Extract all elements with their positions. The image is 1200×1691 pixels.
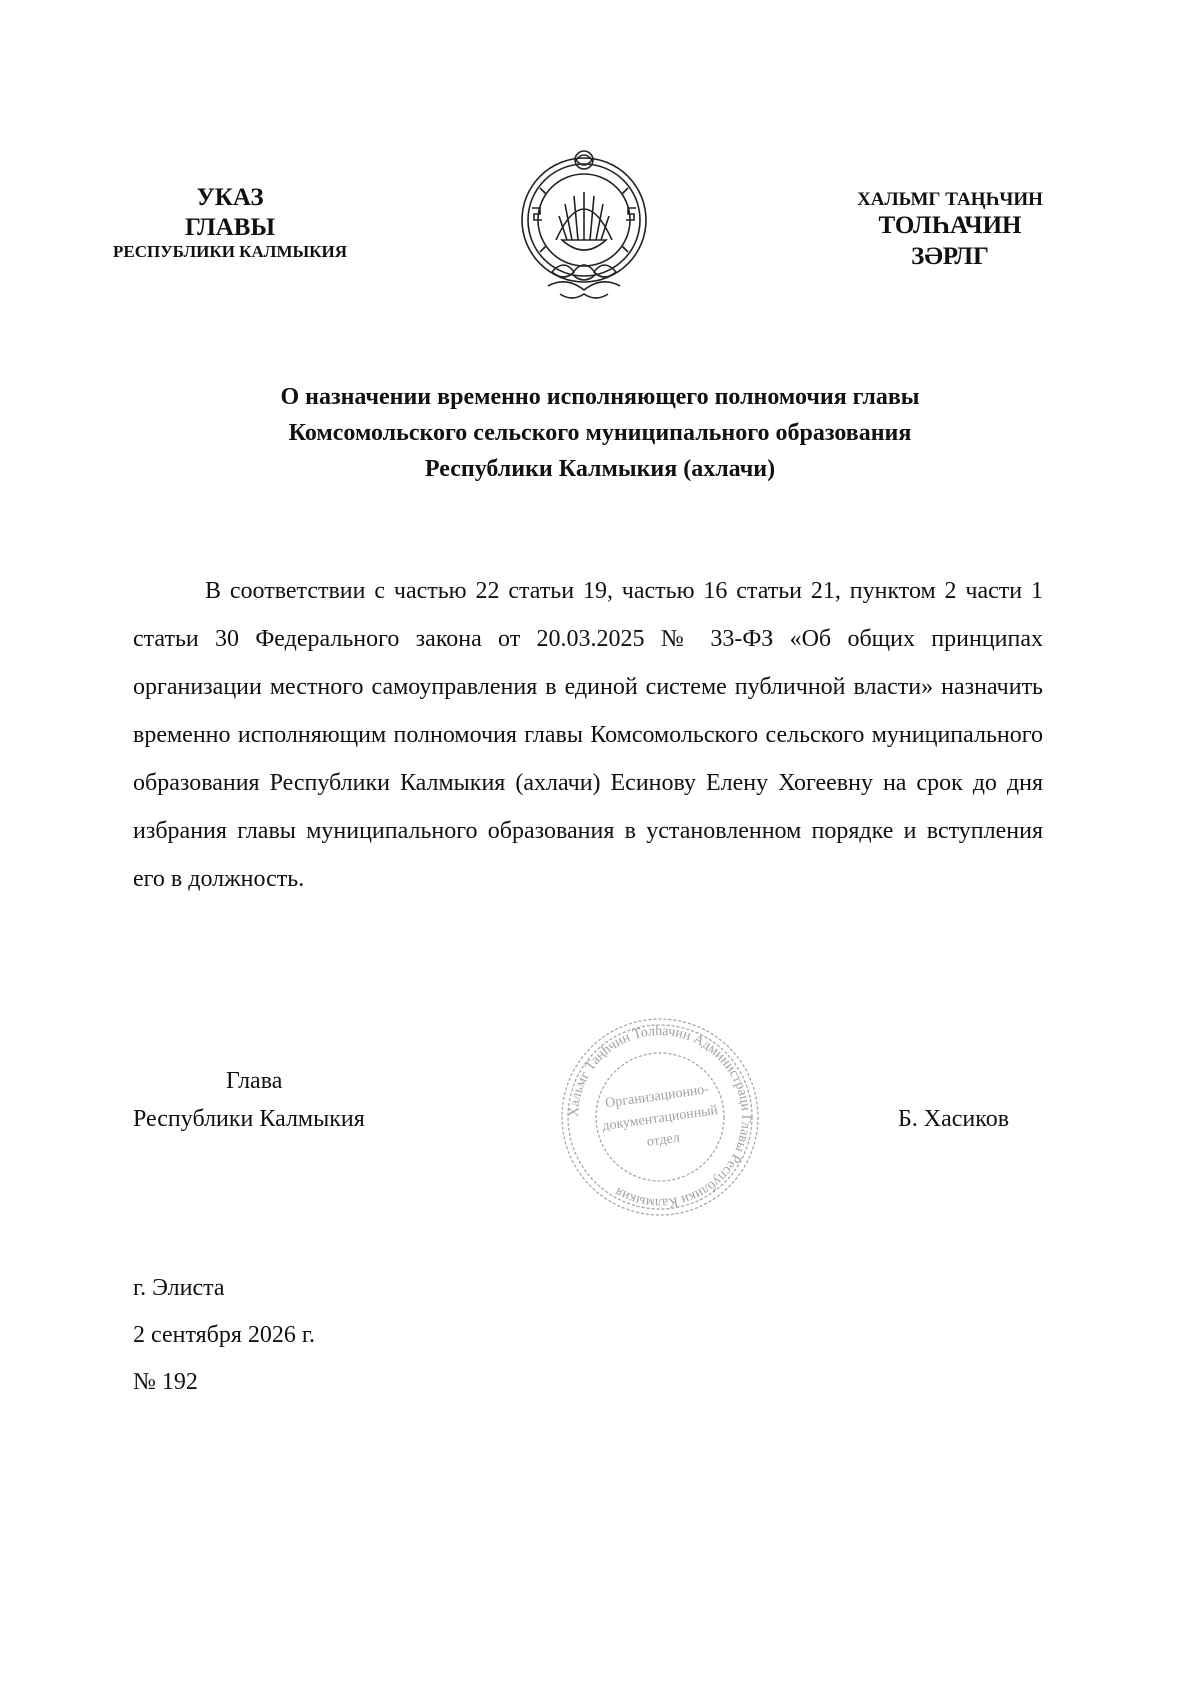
header-right-line2: ТОЛҺАЧИН bbox=[878, 212, 1022, 240]
title-line1: О назначении временно исполняющего полномочия главы bbox=[280, 384, 920, 410]
stamp-inner-line2: документационный bbox=[601, 1102, 719, 1135]
decree-body: В соответствии с частью 22 статьи 19, частью 16 статьи 21, пунктом 2 части 1 статьи 30 Федерального закона от 20.03.2025 № 33-ФЗ «Об общих принципах организации местного самоуправления в единой системе публичной власти» назначить временно исполняющим полномочия главы Комсомольского сельского муниципального образования Республики Калмыкия (ахлачи) Есинову Елену Хогеевну на срок до дня избрания главы муниципального образования в установленном порядке и вступления его в должность. bbox=[133, 578, 1043, 892]
header-right bbox=[820, 188, 1080, 272]
decree-city: г. Элиста bbox=[133, 1275, 225, 1301]
title-line2: Комсомольского сельского муниципального образования bbox=[288, 420, 912, 446]
signatory-title-line2: Республики Калмыкия bbox=[133, 1106, 365, 1132]
stamp-outer-text: Хальмг Таңһчин Толһачин Администраци Главы Республики Калмыкия bbox=[566, 1023, 754, 1211]
coat-of-arms-icon bbox=[512, 148, 656, 306]
header-left-line2: ГЛАВЫ bbox=[184, 213, 276, 241]
stamp-inner-line1: Организационно- bbox=[604, 1082, 710, 1112]
decree-date: 2 сентября 2026 г. bbox=[133, 1322, 316, 1348]
header-right-line1: ХАЛЬМГ ТАҢҺЧИН bbox=[857, 189, 1043, 210]
decree-meta bbox=[133, 1265, 315, 1406]
official-stamp bbox=[555, 1012, 765, 1222]
header-right-line3: ЗӘРЛГ bbox=[911, 242, 989, 270]
header-left bbox=[85, 183, 375, 262]
signatory-title bbox=[133, 1062, 365, 1138]
title-line3: Республики Калмыкия (ахлачи) bbox=[424, 456, 776, 482]
header-left-line3: РЕСПУБЛИКИ КАЛМЫКИЯ bbox=[112, 242, 348, 261]
signatory-title-line1: Глава bbox=[226, 1068, 283, 1094]
decree-title bbox=[160, 379, 1040, 487]
header-left-line1: УКАЗ bbox=[196, 184, 264, 211]
signatory-name: Б. Хасиков bbox=[898, 1106, 1010, 1132]
stamp-inner-line3: отдел bbox=[645, 1130, 681, 1151]
decree-number: № 192 bbox=[133, 1369, 198, 1395]
